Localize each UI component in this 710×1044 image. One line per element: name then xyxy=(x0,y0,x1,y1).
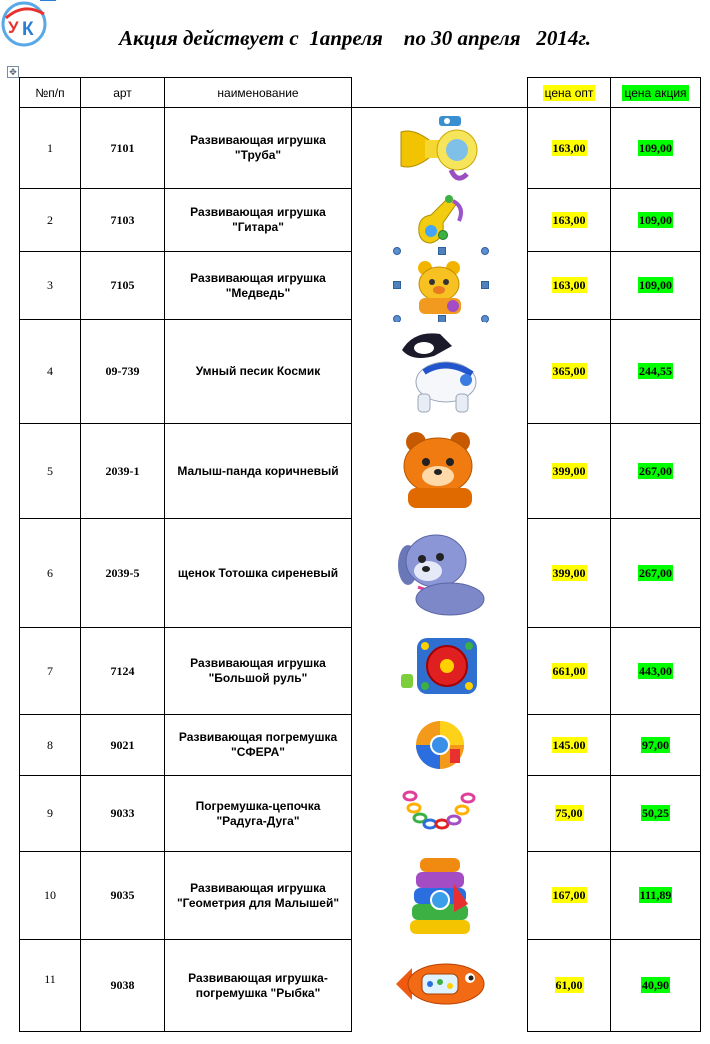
row-price-opt: 75,00 xyxy=(528,776,611,852)
row-name: щенок Тотошка сиреневый xyxy=(165,519,352,628)
row-price-opt: 61,00 xyxy=(528,940,611,1032)
table-row xyxy=(20,424,701,519)
row-price-promo: 111,89 xyxy=(611,852,701,940)
row-price-opt: 163,00 xyxy=(528,252,611,320)
svg-text:К: К xyxy=(22,19,34,40)
row-price-opt: 365,00 xyxy=(528,320,611,424)
row-art: 7105 xyxy=(81,252,165,320)
row-num: 5 xyxy=(20,424,81,519)
row-price-promo: 443,00 xyxy=(611,628,701,715)
row-name: Развивающая погремушка "СФЕРА" xyxy=(165,715,352,776)
row-name: Развивающая игрушка "Медведь" xyxy=(165,252,352,320)
selection-handle-icon[interactable] xyxy=(481,281,489,289)
row-name: Малыш-панда коричневый xyxy=(165,424,352,519)
row-price-promo: 109,00 xyxy=(611,189,701,252)
table-row xyxy=(20,252,701,320)
row-image xyxy=(352,628,528,715)
row-image xyxy=(352,519,528,628)
row-image xyxy=(352,424,528,519)
selection-handle-icon[interactable] xyxy=(438,247,446,255)
row-name: Развивающая игрушка "Труба" xyxy=(165,108,352,189)
row-price-promo: 50,25 xyxy=(611,776,701,852)
fish-rattle-icon xyxy=(392,954,488,1014)
row-image xyxy=(352,776,528,852)
table-row xyxy=(20,108,701,189)
robot-dog-icon xyxy=(394,322,486,422)
header-num: №п/п xyxy=(20,78,81,108)
row-image xyxy=(352,252,528,320)
selection-handle-icon[interactable] xyxy=(393,247,401,255)
panda-toy-icon xyxy=(394,426,486,516)
row-name: Умный песик Космик xyxy=(165,320,352,424)
table-row xyxy=(20,715,701,776)
table-row xyxy=(20,320,701,424)
row-price-opt: 145.00 xyxy=(528,715,611,776)
row-name: Развивающая игрушка "Геометрия для Малышей" xyxy=(165,852,352,940)
row-price-promo: 109,00 xyxy=(611,252,701,320)
table-row xyxy=(20,776,701,852)
row-num: 4 xyxy=(20,320,81,424)
row-price-promo: 40,90 xyxy=(611,940,701,1032)
toy-trumpet-icon xyxy=(395,110,485,186)
row-name: Развивающая игрушка "Большой руль" xyxy=(165,628,352,715)
row-num: 3 xyxy=(20,252,81,320)
row-image xyxy=(352,108,528,189)
row-num: 8 xyxy=(20,715,81,776)
row-art: 9035 xyxy=(81,852,165,940)
row-price-promo: 244,55 xyxy=(611,320,701,424)
toy-guitar-icon xyxy=(409,191,471,249)
row-price-opt: 399,00 xyxy=(528,519,611,628)
row-price-promo: 97,00 xyxy=(611,715,701,776)
price-table xyxy=(19,77,701,1032)
row-art: 09-739 xyxy=(81,320,165,424)
header-image xyxy=(352,78,528,108)
table-row xyxy=(20,519,701,628)
row-name: Развивающая игрушка-погремушка "Рыбка" xyxy=(165,940,352,1032)
row-image xyxy=(352,189,528,252)
table-header-row xyxy=(20,78,701,108)
row-image xyxy=(352,940,528,1032)
promo-title: Акция действует с 1апреля по 30 апреля 2014г. xyxy=(118,26,592,50)
row-image xyxy=(352,715,528,776)
table-move-handle-icon[interactable]: ✥ xyxy=(7,66,19,78)
row-name: Развивающая игрушка "Гитара" xyxy=(165,189,352,252)
steering-wheel-toy-icon xyxy=(395,630,485,712)
row-art: 9033 xyxy=(81,776,165,852)
rotate-handle-icon[interactable] xyxy=(438,230,448,240)
selection-handle-icon[interactable] xyxy=(481,247,489,255)
row-image xyxy=(352,852,528,940)
table-row xyxy=(20,852,701,940)
row-num: 11 xyxy=(20,940,81,1032)
row-art: 2039-5 xyxy=(81,519,165,628)
table-row xyxy=(20,628,701,715)
row-price-opt: 163,00 xyxy=(528,108,611,189)
svg-text:У: У xyxy=(8,18,19,37)
row-price-opt: 399,00 xyxy=(528,424,611,519)
header-price-opt: цена опт xyxy=(528,78,611,108)
table-row xyxy=(20,940,701,1032)
row-image xyxy=(352,320,528,424)
row-price-promo: 109,00 xyxy=(611,108,701,189)
row-art: 7101 xyxy=(81,108,165,189)
row-art: 9021 xyxy=(81,715,165,776)
header-name: наименование xyxy=(165,78,352,108)
chain-rattle-icon xyxy=(402,786,478,840)
row-price-opt: 163,00 xyxy=(528,189,611,252)
row-price-opt: 167,00 xyxy=(528,852,611,940)
stacking-toy-icon xyxy=(404,854,476,938)
row-price-promo: 267,00 xyxy=(611,519,701,628)
toy-bear-icon xyxy=(395,256,485,318)
header-price-promo: цена акция xyxy=(611,78,701,108)
row-num: 9 xyxy=(20,776,81,852)
puppy-toy-icon xyxy=(392,525,488,621)
row-price-opt: 661,00 xyxy=(528,628,611,715)
row-art: 9038 xyxy=(81,940,165,1032)
row-art: 7124 xyxy=(81,628,165,715)
row-name: Погремушка-цепочка "Радуга-Дуга" xyxy=(165,776,352,852)
row-num: 10 xyxy=(20,852,81,940)
table-row xyxy=(20,189,701,252)
row-num: 2 xyxy=(20,189,81,252)
sphere-rattle-icon xyxy=(410,717,470,773)
row-num: 1 xyxy=(20,108,81,189)
row-art: 2039-1 xyxy=(81,424,165,519)
header-art: арт xyxy=(81,78,165,108)
row-art: 7103 xyxy=(81,189,165,252)
row-num: 7 xyxy=(20,628,81,715)
row-num: 6 xyxy=(20,519,81,628)
selection-handle-icon[interactable] xyxy=(393,281,401,289)
row-price-promo: 267,00 xyxy=(611,424,701,519)
